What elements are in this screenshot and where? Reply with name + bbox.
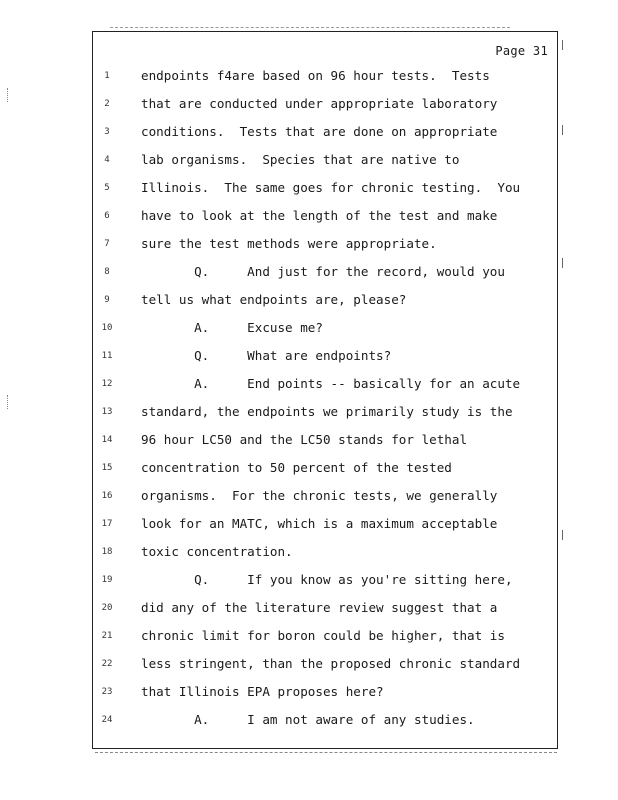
- transcript-line: sure the test methods were appropriate.: [141, 236, 437, 251]
- transcript-line: Q. And just for the record, would you: [141, 264, 505, 279]
- line-number: 3: [104, 127, 110, 137]
- page-number: Page 31: [495, 44, 548, 58]
- transcript-line: less stringent, than the proposed chronic standard: [141, 656, 521, 671]
- line-number: 7: [104, 239, 110, 249]
- line-number: 2: [104, 99, 110, 109]
- transcript-line: did any of the literature review suggest that a: [141, 600, 498, 615]
- right-margin-tick: [562, 258, 563, 268]
- line-number: 12: [101, 379, 113, 389]
- left-margin-mark: [7, 395, 8, 409]
- line-number: 21: [101, 631, 113, 641]
- transcript-line: A. Excuse me?: [141, 320, 323, 335]
- transcript-line: endpoints f4are based on 96 hour tests. Tests: [141, 68, 490, 83]
- line-number: 24: [101, 715, 113, 725]
- line-number: 20: [101, 603, 113, 613]
- transcript-line: conditions. Tests that are done on appropriate: [141, 124, 498, 139]
- transcript-line: have to look at the length of the test and make: [141, 208, 498, 223]
- transcript-body: [141, 62, 553, 734]
- line-number: 22: [101, 659, 113, 669]
- line-number: 6: [104, 211, 110, 221]
- line-number: 19: [101, 575, 113, 585]
- line-number: 1: [104, 71, 110, 81]
- transcript-line: that Illinois EPA proposes here?: [141, 684, 384, 699]
- right-margin-tick: [562, 40, 563, 50]
- transcript-line: toxic concentration.: [141, 544, 293, 559]
- transcript-line: standard, the endpoints we primarily study is the: [141, 404, 513, 419]
- top-scan-rule: [110, 27, 510, 28]
- transcript-line: Illinois. The same goes for chronic testing. You: [141, 180, 521, 195]
- line-number-column: [93, 62, 121, 734]
- transcript-line: Q. If you know as you're sitting here,: [141, 572, 513, 587]
- line-number: 14: [101, 435, 113, 445]
- transcript-line: A. End points -- basically for an acute: [141, 376, 521, 391]
- transcript-line: Q. What are endpoints?: [141, 348, 392, 363]
- right-margin-tick: [562, 530, 563, 540]
- line-number: 8: [104, 267, 110, 277]
- line-number: 5: [104, 183, 110, 193]
- transcript-line: concentration to 50 percent of the tested: [141, 460, 452, 475]
- line-number: 15: [101, 463, 113, 473]
- right-margin-tick: [562, 125, 563, 135]
- transcript-line: 96 hour LC50 and the LC50 stands for lethal: [141, 432, 468, 447]
- left-margin-mark: [7, 88, 8, 102]
- transcript-line: tell us what endpoints are, please?: [141, 292, 407, 307]
- transcript-line: A. I am not aware of any studies.: [141, 712, 475, 727]
- transcript-line: look for an MATC, which is a maximum acceptable: [141, 516, 498, 531]
- transcript-line: lab organisms. Species that are native to: [141, 152, 460, 167]
- transcript-line: that are conducted under appropriate laboratory: [141, 96, 498, 111]
- line-number: 4: [104, 155, 110, 165]
- line-number: 10: [101, 323, 113, 333]
- line-number: 17: [101, 519, 113, 529]
- line-number: 9: [104, 295, 110, 305]
- bottom-scan-rule: [95, 752, 557, 753]
- transcript-line: chronic limit for boron could be higher, that is: [141, 628, 505, 643]
- line-number: 16: [101, 491, 113, 501]
- line-number: 23: [101, 687, 113, 697]
- line-number: 11: [101, 351, 113, 361]
- line-number: 18: [101, 547, 113, 557]
- transcript-line: organisms. For the chronic tests, we generally: [141, 488, 498, 503]
- line-number: 13: [101, 407, 113, 417]
